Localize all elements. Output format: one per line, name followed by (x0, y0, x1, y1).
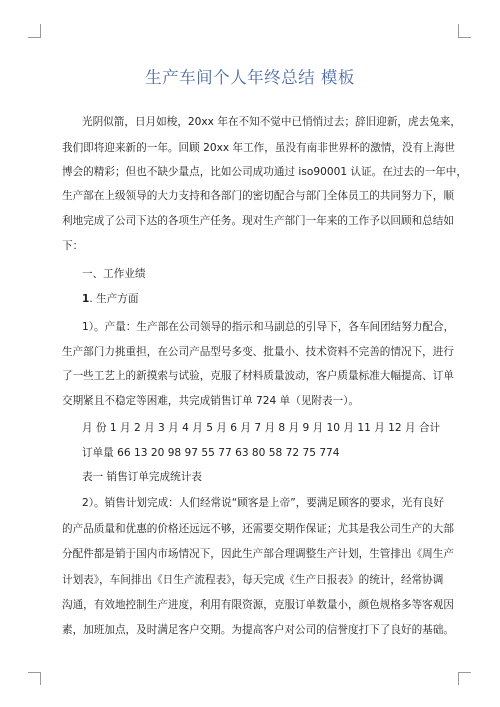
sales-plan-line-1: 2）。销售计划完成：人们经常说“顾客是上帝”，要满足顾客的要求，光有良好 (82, 497, 445, 509)
sales-plan-line-3: 分配件都是销于国内市场情况下，因此生产部合理调整生产计划，生管排出《周生产 (62, 548, 454, 560)
intro-line-1: 光阴似箭，日月如梭，20xx 年在不知不觉中已悄悄过去；辞旧迎新，虎去兔来， (82, 116, 461, 128)
sales-plan-line-5: 沟通，有效地控制生产进度，利用有限资源，克服订单数量小，颜色规格多等客观因 (62, 599, 454, 611)
table-row-months: 月 份 1 月 2 月 3 月 4 月 5 月 6 月 7 月 8 月 9 月 10 月 11 月 12 月 合计 (82, 422, 441, 434)
document-title: 生产车间个人年终总结 模板 (145, 68, 355, 87)
output-line-1: 1）。产量：生产部在公司领导的指示和马副总的引导下，各车间团结努力配合， (82, 321, 455, 333)
intro-line-6: 下： (62, 240, 84, 252)
intro-line-5: 利地完成了公司下达的各项生产任务。现对生产部门一年来的工作予以回顾和总结如 (62, 215, 454, 227)
sales-plan-line-4: 计划表》，车间排出《日生产流程表》，每天完成《生产日报表》的统计，经常协调 (62, 574, 444, 586)
sales-plan-line-6: 素，加班加点，及时满足客户交期。为提高客户对公司的信誉度打下了良好的基础。 (62, 624, 454, 636)
subsection-title: . 生产方面 (89, 293, 139, 305)
table-caption: 表一 销售订单完成统计表 (82, 471, 202, 483)
intro-line-2: 我们即将迎来新的一年。回顾 20xx 年工作，虽没有南非世界杯的激情，没有上海世 (62, 142, 455, 154)
output-line-2: 生产部门力挑重担，在公司产品型号多变、批量小、技术资料不完善的情况下，进行 (62, 346, 454, 358)
subsection-number: 1 (82, 293, 90, 305)
output-line-4: 交期紧且不稳定等困难，共完成销售订单 724 单（见附表一）。 (62, 395, 360, 407)
subsection-heading-production (82, 292, 139, 306)
intro-line-3: 博会的精彩；但也不缺少量点，比如公司成功通过 iso90001 认证。在过去的一年中， (62, 166, 467, 178)
sales-plan-line-2: 的产品质量和优惠的价格还远远不够，还需要交期作保证；尤其是我公司生产的大部 (62, 523, 454, 535)
intro-line-4: 生产部在上级领导的大力支持和各部门的密切配合与部门全体员工的共同努力下，顺 (62, 190, 454, 202)
section-heading-work-results: 一、工作业绩 (82, 268, 146, 280)
table-row-orders: 订单量 66 13 20 98 97 55 77 63 80 58 72 75 774 (82, 447, 340, 459)
output-line-3: 了一些工艺上的新摸索与试验，克服了材料质量波动，客户质量标准大幅提高、订单 (62, 370, 454, 382)
